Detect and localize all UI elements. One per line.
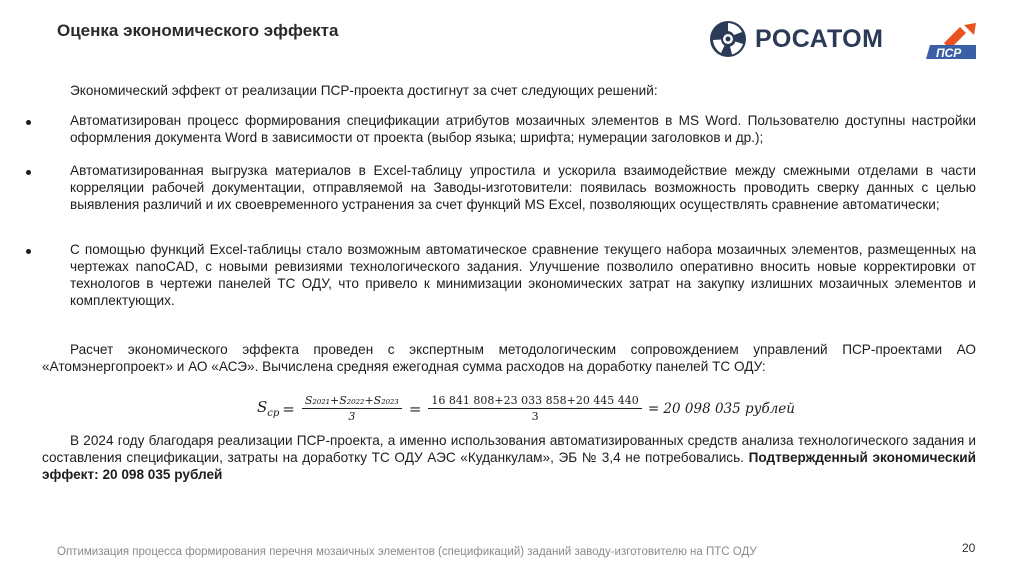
- psr-logo: [926, 23, 978, 68]
- bullet-item-3: С помощью функций Excel-таблицы стало возможным автоматическое сравнение текущего набора мозаичных элементов, размещенных на чертежах nanoCAD, с новыми ревизиями технологического задания. Улучшение позволило оперативно вносить новые корректировки от технологов в чертежи панелей ТС ОДУ, что привело к минимизации экономических затрат на закупку излишних мозаичных элементов и комплектующих.: [70, 242, 976, 308]
- formula-fraction-2-denominator: 3: [531, 410, 539, 423]
- formula-fraction-2: [428, 394, 641, 423]
- formula-fraction-2-numerator: 16 841 808+23 033 858+20 445 440: [428, 394, 641, 409]
- calc-paragraph-text: Расчет экономического эффекта проведен с экспертным методологическим сопровождением управлений ПСР-проектами АО «Атомэнергопроект» и АО «АСЭ». Вычислена средняя ежегодная сумма расходов на доработку панелей ТС ОДУ:: [42, 342, 976, 374]
- formula-eq2: =: [408, 399, 422, 418]
- psr-badge-text: ПСР: [936, 46, 962, 60]
- bullet-icon: [26, 249, 31, 254]
- calc-paragraph: [42, 341, 976, 375]
- bullet-icon: [26, 170, 31, 175]
- conclusion-text: В 2024 году благодаря реализации ПСР-проекта, а именно использования автоматизированных средств анализа технологического задания и составления спецификации, затраты на доработку ТС ОДУ АЭС «Куданкулам», ЭБ № 3,4 не потребовались.: [42, 433, 976, 465]
- bullet-item-2: Автоматизированная выгрузка материалов в Excel-таблицу упростила и ускорила взаимодействие между смежными отделами в части корреляции рабочей документации, отправляемой на Заводы-изготовители: появилась возможность проводить сверку данных с целью выявления различий и их своевременного устранения за счет функций MS Excel, позволяющих осуществлять сравнение автоматически;: [70, 163, 976, 212]
- rosatom-logo: [709, 20, 883, 58]
- bullet-icon: [26, 120, 31, 125]
- rosatom-logo-text: РОСАТОМ: [755, 24, 884, 53]
- footer-caption: Оптимизация процесса формирования перечня мозаичных элементов (спецификаций) заданий заводу-изготовителю на ПТС ОДУ: [57, 546, 757, 558]
- page-number: 20: [962, 541, 976, 555]
- rosatom-emblem-icon: [709, 20, 747, 58]
- page-title: Оценка экономического эффекта: [57, 21, 339, 40]
- intro-text: Экономический эффект от реализации ПСР-проекта достигнут за счет следующих решений:: [70, 83, 658, 98]
- psr-badge-icon: [926, 23, 978, 63]
- conclusion-paragraph: [42, 432, 976, 483]
- formula-eq1: =: [282, 399, 295, 418]
- formula: [257, 394, 795, 423]
- bullet-item-1: Автоматизирован процесс формирования спецификации атрибутов мозаичных элементов в MS Word. Пользователю доступны настройки оформления документа Word в зависимости от проекта (выбор языка; шрифта; нумерации заголовков и др.);: [70, 113, 976, 145]
- formula-result: = 20 098 035 рублей: [647, 400, 795, 417]
- formula-fraction-1: [302, 394, 402, 423]
- formula-fraction-1-numerator: S₂₀₂₁+S₂₀₂₂+S₂₀₂₃: [302, 394, 402, 409]
- formula-fraction-1-denominator: 3: [348, 410, 356, 423]
- formula-lhs-sub: ср: [267, 408, 280, 419]
- conclusion-bold-text: Подтвержденный экономический эффект: 20 098 035 рублей: [42, 450, 976, 482]
- formula-lhs: $S_{ср}$: [257, 398, 280, 419]
